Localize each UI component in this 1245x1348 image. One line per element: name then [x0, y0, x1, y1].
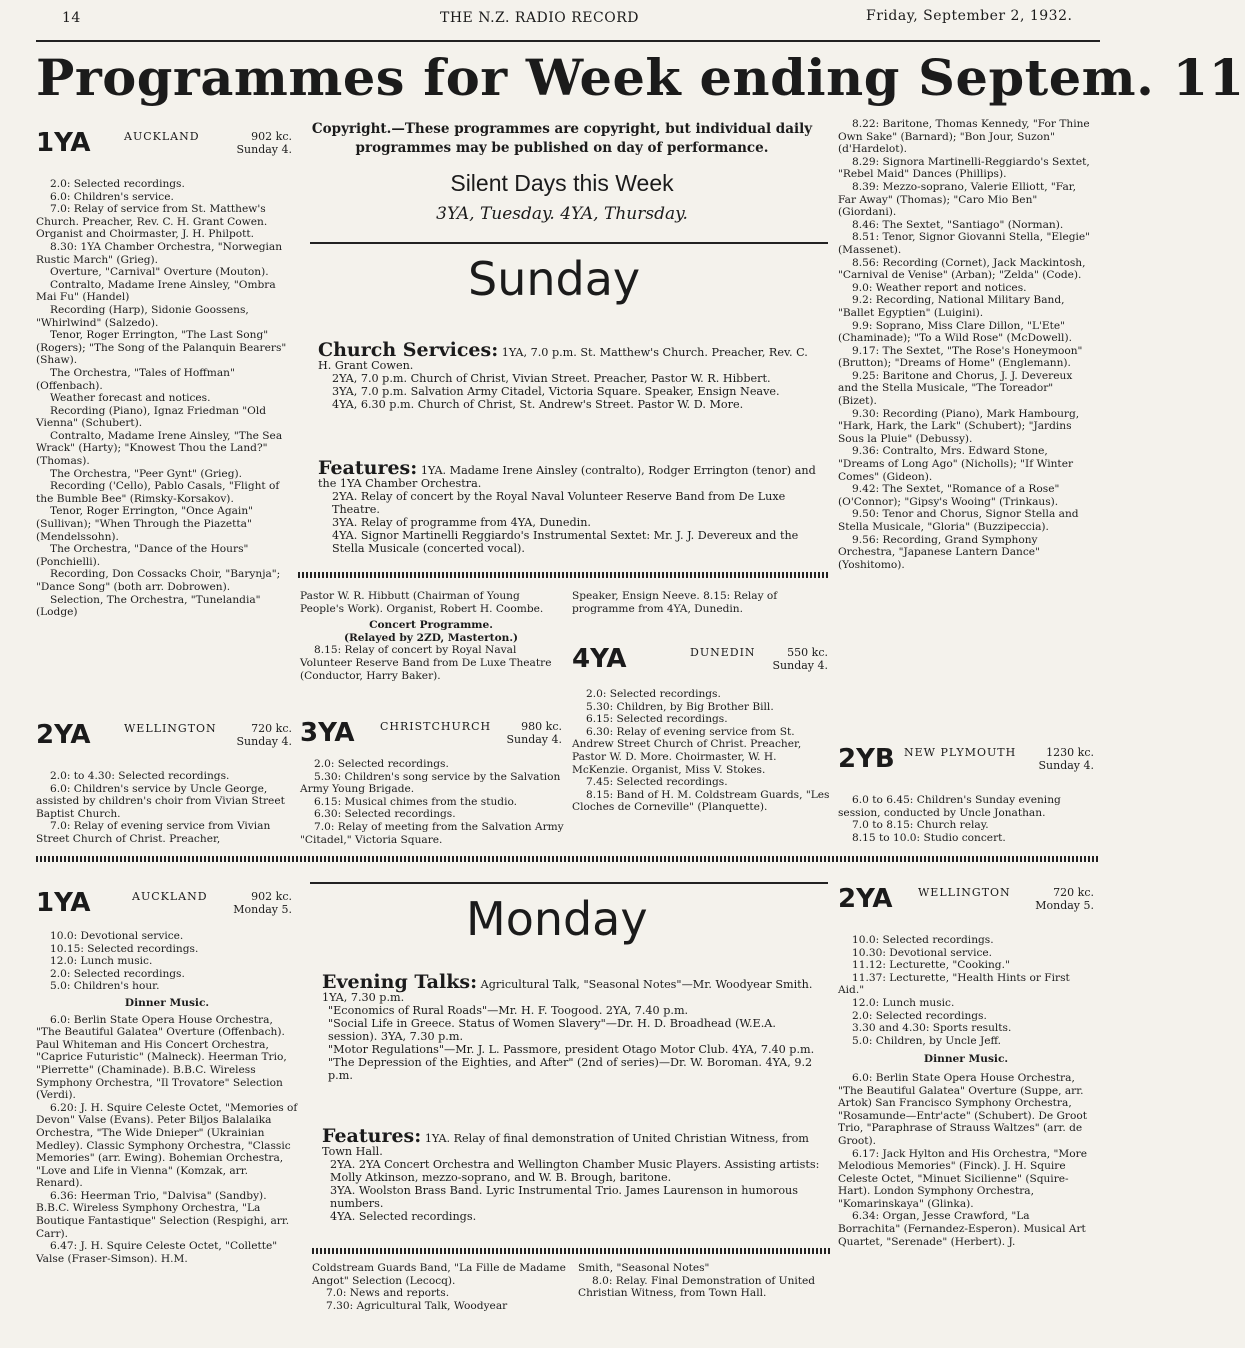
- list-item: Recording ('Cello), Pablo Casals, "Flight of the Bumble Bee" (Rimsky-Korsakov).: [36, 480, 280, 505]
- list-item: "Economics of Rural Roads"—Mr. H. F. Toogood. 2YA, 7.40 p.m.: [328, 1004, 689, 1017]
- list-item: 12.0: Lunch music.: [50, 955, 153, 968]
- list-item: 12.0: Lunch music.: [852, 996, 955, 1009]
- call-sign: 1YA: [36, 128, 91, 158]
- sunday-church-services: [318, 339, 818, 411]
- station-header-sun-3ya: [300, 718, 562, 760]
- list-item: Tenor, Roger Errington, "Once Again" (Sullivan); "When Through the Piazetta" (Mendelssohn).: [36, 505, 254, 543]
- list-item: 6.15: Musical chimes from the studio.: [314, 795, 518, 808]
- city: AUCKLAND: [124, 130, 200, 143]
- station-header-sun-1ya: [36, 128, 292, 170]
- features-label: Features:: [318, 457, 418, 479]
- list-item: 9.17: The Sextet, "The Rose's Honeymoon" (Brutton); "Dreams of Home" (Englemann).: [838, 344, 1083, 370]
- list-item: 7.0 to 8.15: Church relay.: [852, 819, 989, 832]
- monday-features: [322, 1125, 822, 1223]
- list-item: 9.42: The Sextet, "Romance of a Rose" (O'Connor); "Gipsy's Wooing" (Trinkaus).: [838, 483, 1060, 508]
- list-item: Weather forecast and notices.: [50, 392, 211, 405]
- list-item: 3.30 and 4.30: Sports results.: [852, 1022, 1012, 1035]
- mon-1ya-programme: [36, 930, 298, 1265]
- list-item: 10.30: Devotional service.: [852, 946, 993, 959]
- list-item: Recording (Piano), Ignaz Friedman "Old Vienna" (Schubert).: [36, 404, 266, 430]
- dotted-divider: [298, 572, 828, 578]
- list-item: 10.0: Devotional service.: [50, 930, 184, 942]
- list-item: 2.0: Selected recordings.: [852, 1009, 987, 1022]
- list-item: 7.45: Selected recordings.: [586, 776, 728, 789]
- list-item: 6.17: Jack Hylton and His Orchestra, "More Melodious Memories" (Finck). J. H. Squire Celeste Octet, "Minuet Sicilienne" (Squire-Hart). London Symphony Orchestra, "Komarinskaya" (Glinka).: [838, 1147, 1087, 1210]
- list-item: Recording, Don Cossacks Choir, "Barynja"; "Dance Song" (both arr. Dobrowen).: [36, 568, 281, 593]
- call-sign: 2YB: [838, 744, 895, 774]
- sun-2yb-programme: [838, 794, 1094, 844]
- silent-days-line: 3YA, Tuesday. 4YA, Thursday.: [436, 204, 688, 224]
- list-item: 6.34: Organ, Jesse Crawford, "La Borrachita" (Fernandez-Esperon). Musical Art Quartet, "Serenade" (Herbert). J.: [838, 1210, 1086, 1248]
- list-item: 6.36: Heerman Trio, "Dalvisa" (Sandby). B.B.C. Wireless Symphony Orchestra, "La Boutique Fantastique" Selection (Respighi, arr. Carr).: [36, 1189, 290, 1240]
- list-item: 7.0: Relay of evening service from Vivian Street Church of Christ. Preacher,: [36, 820, 271, 845]
- list-item: 6.0: Children's service by Uncle George, assisted by children's choir from Vivian Street Baptist Church.: [36, 782, 285, 820]
- list-item: Tenor, Roger Errington, "The Last Song" (Rogers); "The Song of the Palanquin Bearers" (Shaw).: [36, 329, 287, 367]
- monday-evening-talks: [322, 971, 822, 1082]
- call-sign: 3YA: [300, 718, 355, 748]
- dinner-music-title: Dinner Music.: [124, 996, 210, 1009]
- publication-title: THE N.Z. RADIO RECORD: [440, 10, 639, 26]
- frequency: 902 kc. Sunday 4.: [236, 130, 292, 156]
- frequency: 980 kc. Sunday 4.: [506, 720, 562, 746]
- list-item: 6.47: J. H. Squire Celeste Octet, "Collette" Valse (Fraser-Simson). H.M.: [36, 1240, 278, 1265]
- sun-3ya-programme: [300, 758, 564, 846]
- copyright-notice: [302, 120, 822, 158]
- dinner-music-title: Dinner Music.: [923, 1053, 1009, 1066]
- call-sign: 4YA: [572, 644, 627, 674]
- list-item: 7.30: Agricultural Talk, Woodyear: [326, 1299, 508, 1312]
- list-item: 7.0: Relay of meeting from the Salvation Army "Citadel," Victoria Square.: [300, 820, 564, 846]
- list-item: Speaker, Ensign Neeve. 8.15: Relay of programme from 4YA, Dunedin.: [572, 590, 778, 615]
- list-item: 3YA, 7.0 p.m. Salvation Army Citadel, Victoria Square. Speaker, Ensign Neave.: [332, 385, 780, 398]
- list-item: 8.22: Baritone, Thomas Kennedy, "For Thine Own Sake" (Barnard); "Bon Jour, Suzon" (d'Hardelot).: [838, 118, 1090, 156]
- list-item: 5.30: Children, by Big Brother Bill.: [586, 700, 774, 713]
- sunday-features: [318, 457, 818, 555]
- station-header-sun-2yb: [838, 744, 1094, 786]
- list-item: 3YA. Relay of programme from 4YA, Dunedin.: [332, 516, 591, 529]
- frequency: 720 kc. Monday 5.: [1035, 886, 1094, 912]
- list-item: 9.9: Soprano, Miss Clare Dillon, "L'Ete" (Chaminade); "To a Wild Rose" (McDowell).: [838, 319, 1072, 345]
- monday-top-rule: [310, 882, 828, 884]
- list-item: 6.0: Berlin State Opera House Orchestra, "The Beautiful Galatea" Overture (Suppe, arr. Artok) San Francisco Symphony Orchestra, "Rosamunde—Entr'acte" (Schubert). De Groot Trio, "Paraphrase of Strauss Waltzes" (arr. de Groot).: [838, 1071, 1087, 1147]
- call-sign: 2YA: [838, 884, 893, 914]
- list-item: 8.15: Band of H. M. Coldstream Guards, "Les Cloches de Corneville" (Planquette).: [572, 788, 830, 814]
- list-item: 2YA. 2YA Concert Orchestra and Wellington Chamber Music Players. Assisting artists: Molly Atkinson, mezzo-soprano, and W. B. Brough, baritone.: [330, 1158, 820, 1184]
- page-banner: Programmes for Week ending Septem. 11: [36, 48, 1245, 107]
- station-header-mon-1ya: [36, 888, 292, 930]
- header-rule: [36, 40, 1100, 42]
- list-item: 4YA, 6.30 p.m. Church of Christ, St. Andrew's Street. Pastor W. D. More.: [332, 398, 744, 411]
- mon-1ya-continued-2: [578, 1262, 832, 1300]
- list-item: 2.0: to 4.30: Selected recordings.: [50, 770, 230, 782]
- church-services-label: Church Services:: [318, 339, 499, 361]
- list-item: 1YA. Relay of final demonstration of United Christian Witness, from Town Hall.: [322, 1132, 809, 1158]
- call-sign: 2YA: [36, 720, 91, 750]
- list-item: 2.0: Selected recordings.: [314, 758, 449, 770]
- list-item: 9.0: Weather report and notices.: [852, 281, 1027, 294]
- list-item: 7.0: Relay of service from St. Matthew's Church. Preacher, Rev. C. H. Grant Cowen. Organist and Choirmaster, J. H. Philpott.: [36, 203, 268, 241]
- station-header-mon-2ya: [838, 884, 1094, 926]
- list-item: 2.0: Selected recordings.: [50, 967, 185, 980]
- list-item: 8.15 to 10.0: Studio concert.: [852, 831, 1006, 844]
- sun-4ya-programme: [572, 688, 830, 814]
- list-item: The Orchestra, "Tales of Hoffman" (Offenbach).: [36, 366, 235, 392]
- list-item: 1YA, 7.0 p.m. St. Matthew's Church. Preacher, Rev. C. H. Grant Cowen.: [318, 346, 808, 372]
- frequency: 1230 kc. Sunday 4.: [1038, 746, 1094, 772]
- list-item: Contralto, Madame Irene Ainsley, "The Sea Wrack" (Harty); "Knowest Thou the Land?" (Thomas).: [36, 429, 283, 468]
- station-header-sun-4ya: [572, 644, 828, 686]
- publication-date: Friday, September 2, 1932.: [866, 8, 1073, 24]
- list-item: Overture, "Carnival" Overture (Mouton).: [50, 266, 269, 279]
- list-item: 6.20: J. H. Squire Celeste Octet, "Memories of Devon" Valse (Evans). Peter Biljos Balalaika Orchestra, "The Wide Dnieper" (Ukrainian Medley). Classic Symphony Orchestra, "Classic Memories" (arr. Ewing). Bohemian Orchestra, "Love and Life in Vienna" (Komzak, arr. Renard).: [36, 1101, 298, 1190]
- list-item: Recording (Harp), Sidonie Goossens, "Whirlwind" (Salzedo).: [36, 303, 249, 329]
- page-number: 14: [62, 10, 81, 26]
- monday-heading: Monday: [466, 892, 648, 946]
- frequency: 902 kc. Monday 5.: [233, 890, 292, 916]
- list-item: 9.56: Recording, Grand Symphony Orchestra, "Japanese Lantern Dance" (Yoshitomo).: [838, 533, 1040, 571]
- sun-4ya-continued-programme: [838, 118, 1094, 571]
- list-item: 5.30: Children's song service by the Salvation Army Young Brigade.: [300, 770, 561, 796]
- city: DUNEDIN: [690, 646, 756, 659]
- evening-talks-label: Evening Talks:: [322, 971, 478, 993]
- list-item: Contralto, Madame Irene Ainsley, "Ombra Mai Fu" (Handel): [36, 278, 276, 304]
- copyright-line-2: programmes may be published on day of performance.: [355, 140, 769, 156]
- list-item: Agricultural Talk, "Seasonal Notes"—Mr. Woodyear Smith. 1YA, 7.30 p.m.: [322, 978, 813, 1004]
- list-item: 8.30: 1YA Chamber Orchestra, "Norwegian Rustic March" (Grieg).: [36, 240, 283, 266]
- list-item: "The Depression of the Eighties, and After" (2nd of series)—Dr. W. Boroman. 4YA, 9.2 p.m.: [328, 1056, 813, 1082]
- list-item: 9.36: Contralto, Mrs. Edward Stone, "Dreams of Long Ago" (Nicholls); "If Winter Comes" (Gideon).: [838, 445, 1074, 483]
- list-item: 3YA. Woolston Brass Band. Lyric Instrumental Trio. James Laurenson in humorous numbers.: [330, 1184, 799, 1210]
- list-item: 2YA. Relay of concert by the Royal Naval Volunteer Reserve Band from De Luxe Theatre.: [332, 490, 786, 516]
- copyright-line-1: Copyright.—These programmes are copyright, but individual daily: [311, 121, 813, 137]
- list-item: 8.29: Signora Martinelli-Reggiardo's Sextet, "Rebel Maid" Dances (Phillips).: [838, 155, 1090, 181]
- list-item: Selection, The Orchestra, "Tunelandia" (Lodge): [36, 593, 261, 619]
- list-item: The Orchestra, "Dance of the Hours" (Ponchielli).: [36, 543, 249, 568]
- list-item: 5.0: Children's hour.: [50, 980, 160, 993]
- list-item: 6.0: Berlin State Opera House Orchestra, "The Beautiful Galatea" Overture (Offenbach). Paul Whiteman and His Concert Orchestra, "Caprice Futuristic" (Malneck). Heerman Trio, "Pierrette" (Chaminade). B.B.C. Wireless Symphony Orchestra, "Il Trovatore" Selection (Verdi).: [36, 1013, 287, 1102]
- list-item: 8.56: Recording (Cornet), Jack Mackintosh, "Carnival de Venise" (Arban); "Zelda" (Code).: [838, 256, 1086, 282]
- list-item: 10.0: Selected recordings.: [852, 934, 994, 946]
- list-item: 4YA. Signor Martinelli Reggiardo's Instrumental Sextet: Mr. J. J. Devereux and the Stella Musicale (concerted vocal).: [332, 529, 799, 555]
- list-item: Coldstream Guards Band, "La Fille de Madame Angot" Selection (Lecocq).: [312, 1262, 566, 1287]
- list-item: 1YA. Madame Irene Ainsley (contralto), Rodger Errington (tenor) and the 1YA Chamber Orchestra.: [318, 464, 816, 490]
- list-item: 8.39: Mezzo-soprano, Valerie Elliott, "Far, Far Away" (Thomas); "Caro Mio Ben" (Giordani).: [838, 180, 1077, 219]
- list-item: 9.25: Baritone and Chorus, J. J. Devereux and the Stella Musicale, "The Toreador" (Bizet).: [838, 369, 1073, 408]
- silent-days-title: Silent Days this Week: [450, 170, 674, 196]
- list-item: 6.0 to 6.45: Children's Sunday evening session, conducted by Uncle Jonathan.: [838, 794, 1061, 819]
- dotted-divider: [312, 1248, 830, 1254]
- list-item: 11.37: Lecturette, "Health Hints or First Aid.": [838, 971, 1070, 997]
- sun-1ya-programme: [36, 178, 292, 619]
- list-item: Pastor W. R. Hibbutt (Chairman of Young People's Work). Organist, Robert H. Coombe.: [300, 590, 544, 615]
- city: CHRISTCHURCH: [380, 720, 492, 733]
- list-item: 11.12: Lecturette, "Cooking.": [852, 959, 1010, 972]
- section-divider: [36, 856, 1100, 862]
- list-item: 6.0: Children's service.: [50, 190, 174, 203]
- list-item: 9.50: Tenor and Chorus, Signor Stella and Stella Musicale, "Gloria" (Buzzipeccia).: [838, 508, 1079, 533]
- concert-subtitle: (Relayed by 2ZD, Masterton.): [343, 631, 519, 644]
- list-item: "Social Life in Greece. Status of Women Slavery"—Dr. H. D. Broadhead (W.E.A. session). 3YA, 7.30 p.m.: [328, 1017, 776, 1043]
- list-item: 10.15: Selected recordings.: [50, 942, 199, 955]
- mon-1ya-continued: [312, 1262, 574, 1312]
- sun-2ya-continued: [300, 590, 562, 682]
- city: AUCKLAND: [132, 890, 208, 903]
- sunday-heading: Sunday: [468, 252, 641, 306]
- list-item: 6.30: Selected recordings.: [314, 808, 456, 821]
- list-item: 9.2: Recording, National Military Band, "Ballet Egyptien" (Luigini).: [838, 294, 1065, 319]
- list-item: 6.15: Selected recordings.: [586, 713, 728, 726]
- call-sign: 1YA: [36, 888, 91, 918]
- list-item: 8.15: Relay of concert by Royal Naval Volunteer Reserve Band from De Luxe Theatre (Conductor, Harry Baker).: [300, 644, 552, 682]
- station-header-sun-2ya: [36, 720, 292, 762]
- list-item: 2YA, 7.0 p.m. Church of Christ, Vivian Street. Preacher, Pastor W. R. Hibbert.: [332, 372, 771, 385]
- city: WELLINGTON: [918, 886, 1011, 899]
- list-item: The Orchestra, "Peer Gynt" (Grieg).: [50, 467, 242, 480]
- mon-2ya-programme: [838, 934, 1094, 1248]
- list-item: 9.30: Recording (Piano), Mark Hambourg, "Hark, Hark, the Lark" (Schubert); "Jardins Sous la Pluie" (Debussy).: [838, 407, 1080, 445]
- list-item: 7.0: News and reports.: [326, 1287, 450, 1300]
- list-item: 8.0: Relay. Final Demonstration of United Christian Witness, from Town Hall.: [578, 1274, 816, 1300]
- sun-2ya-programme: [36, 770, 298, 846]
- list-item: 5.0: Children, by Uncle Jeff.: [852, 1034, 1002, 1047]
- concert-title: Concert Programme.: [369, 619, 493, 632]
- list-item: 6.30: Relay of evening service from St. Andrew Street Church of Christ. Preacher, Pastor W. D. More. Choirmaster, W. H. McKenzie. Organist, Miss V. Stokes.: [572, 725, 802, 776]
- features-label: Features:: [322, 1125, 422, 1147]
- list-item: 8.51: Tenor, Signor Giovanni Stella, "Elegie" (Massenet).: [838, 231, 1091, 256]
- list-item: 8.46: The Sextet, "Santiago" (Norman).: [852, 218, 1064, 231]
- list-item: 2.0: Selected recordings.: [586, 688, 721, 700]
- list-item: "Motor Regulations"—Mr. J. L. Passmore, president Otago Motor Club. 4YA, 7.40 p.m.: [328, 1043, 815, 1056]
- frequency: 720 kc. Sunday 4.: [236, 722, 292, 748]
- frequency: 550 kc. Sunday 4.: [772, 646, 828, 672]
- list-item: 2.0: Selected recordings.: [50, 178, 185, 190]
- list-item: 4YA. Selected recordings.: [330, 1210, 477, 1223]
- sun-3ya-continued: [572, 590, 828, 615]
- city: WELLINGTON: [124, 722, 217, 735]
- city: NEW PLYMOUTH: [904, 746, 1017, 759]
- sunday-top-rule: [310, 242, 828, 244]
- list-item: Smith, "Seasonal Notes": [578, 1262, 710, 1274]
